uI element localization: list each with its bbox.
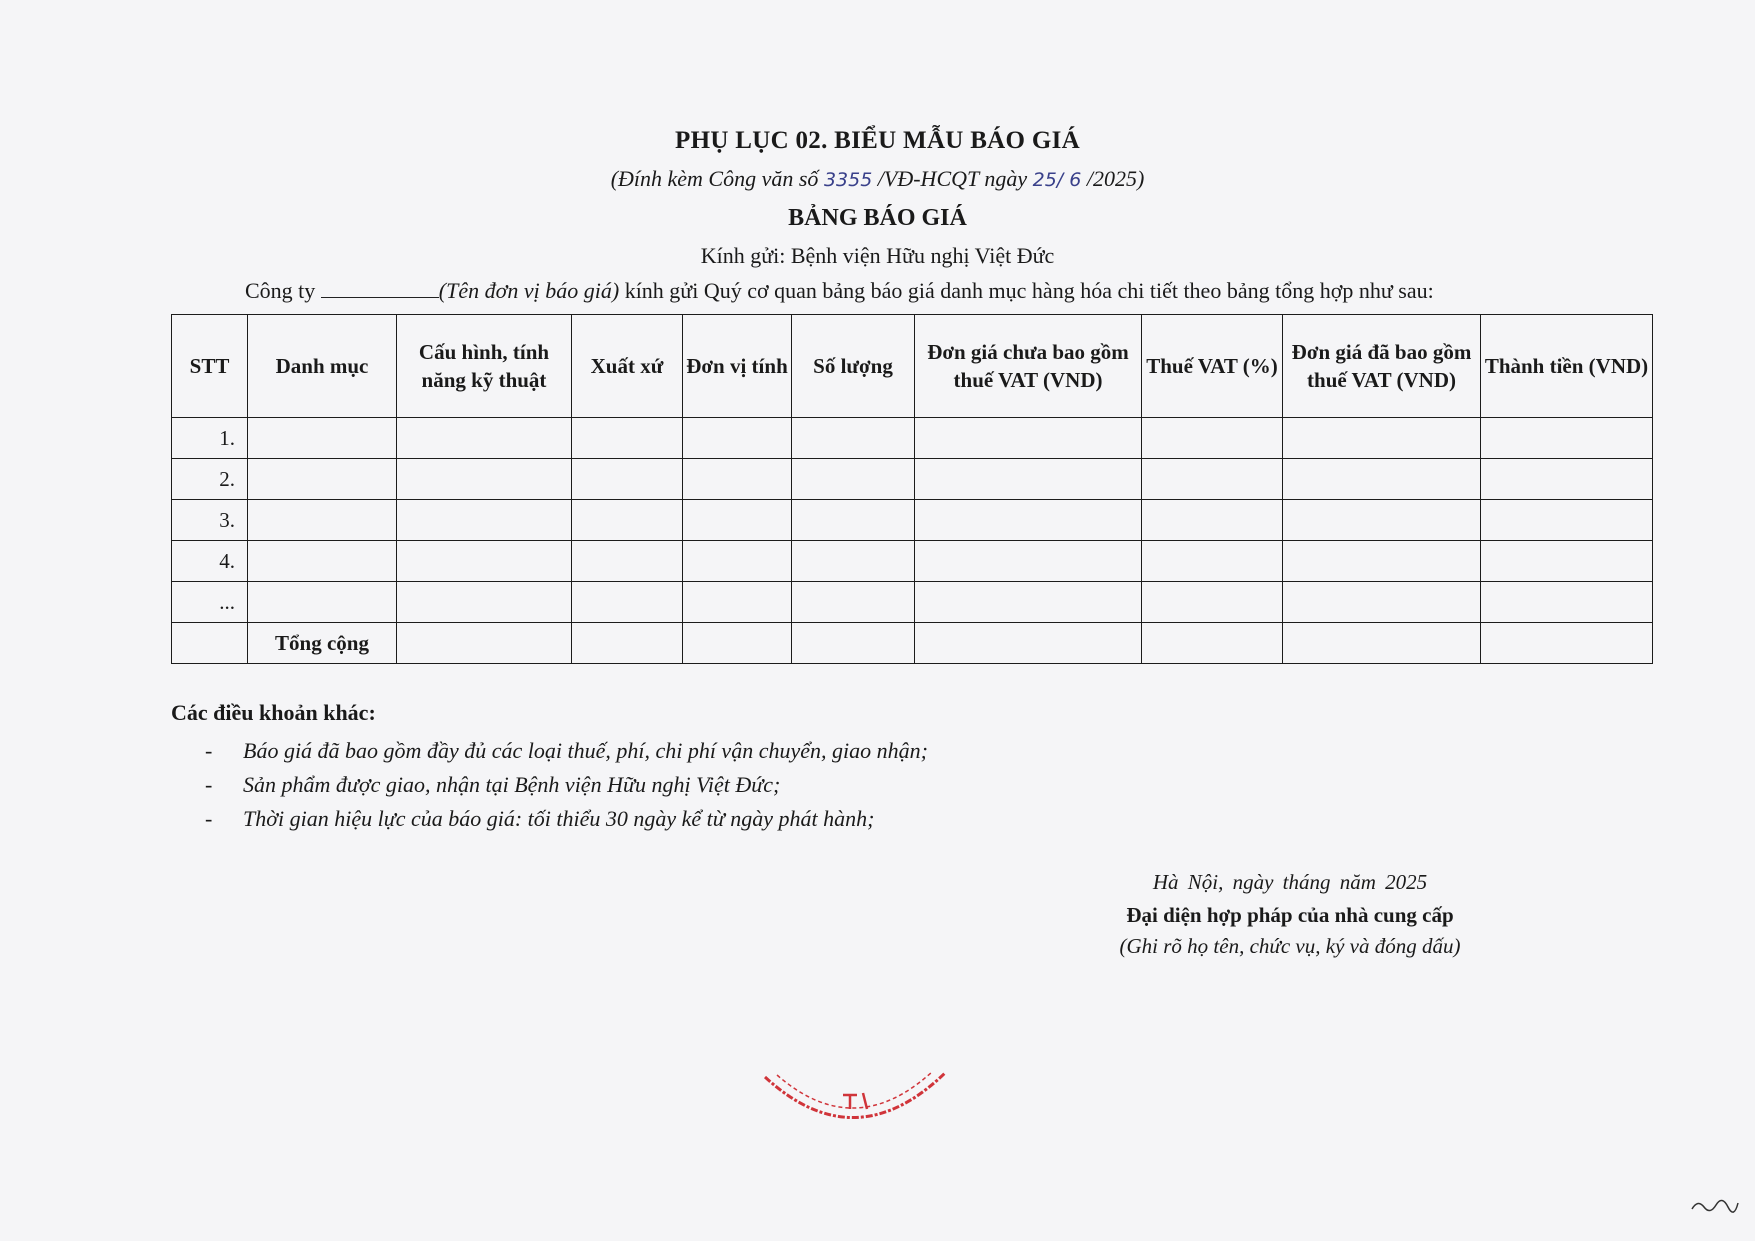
cell-don-gia-da-vat[interactable] [1283, 582, 1481, 623]
cell-xuat-xu[interactable] [572, 459, 683, 500]
cell-thanh-tien[interactable] [1481, 582, 1653, 623]
header-don-vi-tinh: Đơn vị tính [683, 315, 792, 418]
subtitle-middle: /VĐ-HCQT ngày [872, 166, 1033, 191]
total-empty-cell [172, 623, 248, 664]
table-row [172, 459, 1653, 500]
list-dash: - [205, 772, 213, 797]
list-item [205, 734, 928, 768]
cell-cau-hinh[interactable] [397, 582, 572, 623]
cell-so-luong[interactable] [792, 500, 915, 541]
signature-role: Đại diện hợp pháp của nhà cung cấp [1126, 903, 1454, 927]
cell-don-vi[interactable] [683, 418, 792, 459]
quote-heading: BẢNG BÁO GIÁ [788, 205, 967, 231]
terms-list [205, 734, 928, 836]
cell-don-gia-da-vat[interactable] [1283, 418, 1481, 459]
cell-don-vi[interactable] [683, 500, 792, 541]
list-item [205, 768, 928, 802]
row-number: 3. [172, 500, 248, 541]
quote-table [171, 314, 1653, 664]
cell-danh-muc[interactable] [248, 418, 397, 459]
row-number: 2. [172, 459, 248, 500]
cell-thue-vat[interactable] [1142, 541, 1283, 582]
table-total-row [172, 623, 1653, 664]
row-number: 4. [172, 541, 248, 582]
cell-thue-vat[interactable] [1142, 418, 1283, 459]
term-text: Báo giá đã bao gồm đầy đủ các loại thuế, phí, chi phí vận chuyển, giao nhận; [243, 738, 928, 763]
header-xuat-xu: Xuất xứ [572, 315, 683, 418]
subtitle-prefix: (Đính kèm Công văn số [610, 166, 824, 191]
list-dash: - [205, 738, 213, 763]
cell-thue-vat[interactable] [1142, 582, 1283, 623]
document-title: PHỤ LỤC 02. BIỂU MẪU BÁO GIÁ [675, 127, 1080, 154]
header-stt: STT [172, 315, 248, 418]
cell-xuat-xu[interactable] [572, 582, 683, 623]
document-subtitle [0, 166, 1755, 192]
terms-heading: Các điều khoản khác: [171, 700, 376, 725]
total-cell[interactable] [915, 623, 1142, 664]
table-row [172, 541, 1653, 582]
cell-don-vi[interactable] [683, 541, 792, 582]
cell-cau-hinh[interactable] [397, 541, 572, 582]
cell-thue-vat[interactable] [1142, 459, 1283, 500]
cell-don-gia-da-vat[interactable] [1283, 541, 1481, 582]
row-number: 1. [172, 418, 248, 459]
list-item [205, 802, 928, 836]
table-row [172, 582, 1653, 623]
term-text: Thời gian hiệu lực của báo giá: tối thiểu 30 ngày kể từ ngày phát hành; [243, 806, 875, 831]
total-label: Tổng cộng [248, 623, 397, 664]
table-header-row [172, 315, 1653, 418]
total-cell[interactable] [1283, 623, 1481, 664]
header-so-luong: Số lượng [792, 315, 915, 418]
cell-thanh-tien[interactable] [1481, 459, 1653, 500]
cell-cau-hinh[interactable] [397, 500, 572, 541]
cell-danh-muc[interactable] [248, 459, 397, 500]
header-cau-hinh: Cấu hình, tính năng kỹ thuật [397, 315, 572, 418]
cell-xuat-xu[interactable] [572, 541, 683, 582]
cell-don-gia-da-vat[interactable] [1283, 459, 1481, 500]
table-row [172, 418, 1653, 459]
intro-line [245, 278, 1434, 304]
handwritten-document-number: 3355 [823, 169, 873, 191]
total-cell[interactable] [397, 623, 572, 664]
list-dash: - [205, 806, 213, 831]
total-cell[interactable] [683, 623, 792, 664]
cell-don-gia-chua-vat[interactable] [915, 582, 1142, 623]
cell-don-gia-da-vat[interactable] [1283, 500, 1481, 541]
intro-prefix: Công ty [245, 278, 321, 303]
total-amount-cell[interactable] [1481, 623, 1653, 664]
signature-date: Hà Nội, ngày tháng năm 2025 [1152, 870, 1428, 894]
cell-don-gia-chua-vat[interactable] [915, 500, 1142, 541]
header-danh-muc: Danh mục [248, 315, 397, 418]
cell-thanh-tien[interactable] [1481, 500, 1653, 541]
cell-thue-vat[interactable] [1142, 500, 1283, 541]
row-number: ... [172, 582, 248, 623]
intro-placeholder: (Tên đơn vị báo giá) [438, 278, 620, 303]
total-cell[interactable] [792, 623, 915, 664]
cell-danh-muc[interactable] [248, 500, 397, 541]
total-cell[interactable] [572, 623, 683, 664]
cell-don-gia-chua-vat[interactable] [915, 418, 1142, 459]
header-don-gia-chua-vat: Đơn giá chưa bao gồm thuế VAT (VND) [915, 315, 1142, 418]
red-stamp-icon [755, 1065, 955, 1135]
cell-xuat-xu[interactable] [572, 418, 683, 459]
cell-so-luong[interactable] [792, 541, 915, 582]
total-cell[interactable] [1142, 623, 1283, 664]
cell-so-luong[interactable] [792, 459, 915, 500]
header-thue-vat: Thuế VAT (%) [1142, 315, 1283, 418]
cell-don-vi[interactable] [683, 459, 792, 500]
signature-note: (Ghi rõ họ tên, chức vụ, ký và đóng dấu) [1119, 934, 1461, 958]
cell-xuat-xu[interactable] [572, 500, 683, 541]
handwritten-document-date: 25/ 6 [1032, 169, 1082, 191]
cell-cau-hinh[interactable] [397, 459, 572, 500]
cell-don-vi[interactable] [683, 582, 792, 623]
header-don-gia-da-vat: Đơn giá đã bao gồm thuế VAT (VND) [1283, 315, 1481, 418]
cell-thanh-tien[interactable] [1481, 541, 1653, 582]
cell-danh-muc[interactable] [248, 541, 397, 582]
intro-suffix: kính gửi Quý cơ quan bảng báo giá danh mục hàng hóa chi tiết theo bảng tổng hợp như sau: [619, 278, 1434, 303]
cell-so-luong[interactable] [792, 418, 915, 459]
table-row [172, 500, 1653, 541]
cell-cau-hinh[interactable] [397, 418, 572, 459]
cell-so-luong[interactable] [792, 582, 915, 623]
cell-thanh-tien[interactable] [1481, 418, 1653, 459]
term-text: Sản phẩm được giao, nhận tại Bệnh viện Hữu nghị Việt Đức; [243, 772, 781, 797]
company-name-blank [321, 281, 439, 298]
cell-don-gia-chua-vat[interactable] [915, 459, 1142, 500]
cell-don-gia-chua-vat[interactable] [915, 541, 1142, 582]
recipient-line: Kính gửi: Bệnh viện Hữu nghị Việt Đức [700, 243, 1055, 268]
cell-danh-muc[interactable] [248, 582, 397, 623]
subtitle-suffix: /2025) [1081, 166, 1145, 191]
header-thanh-tien: Thành tiền (VND) [1481, 315, 1653, 418]
handwritten-initial-icon [1690, 1195, 1740, 1215]
